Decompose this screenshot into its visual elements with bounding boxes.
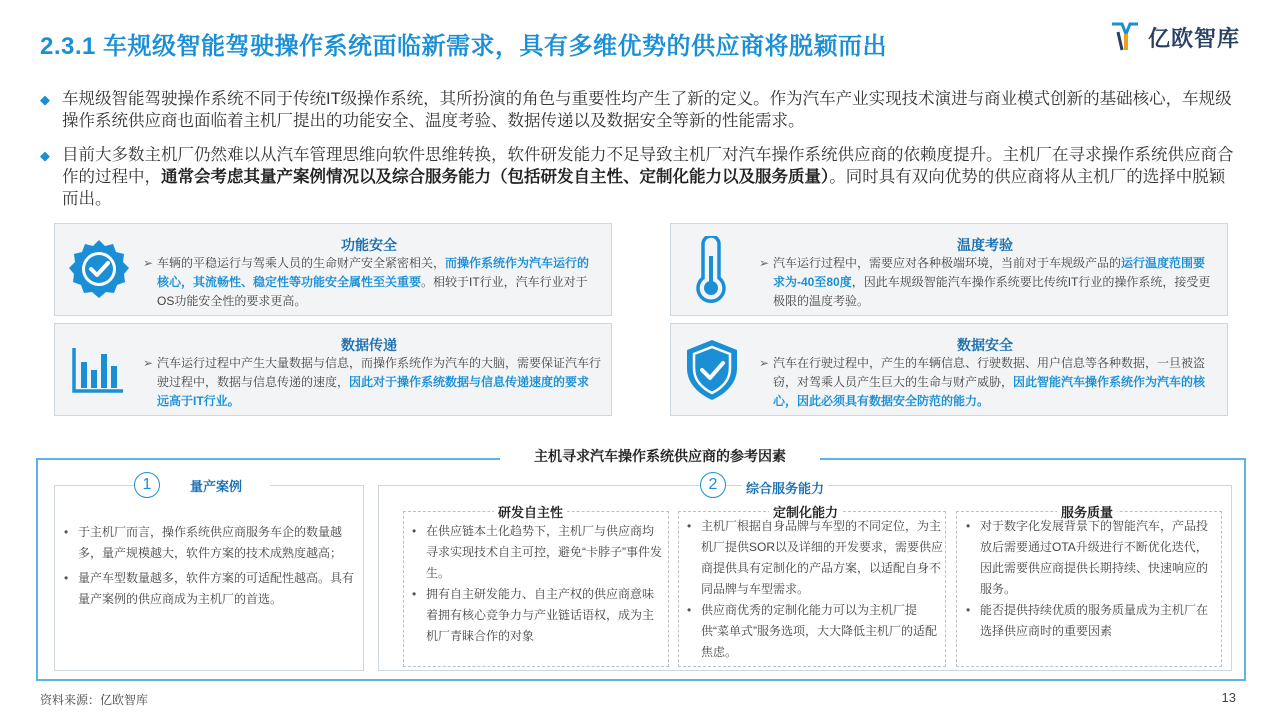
- customization-title: 定制化能力: [769, 502, 842, 521]
- list-item-text: 供应商优秀的定制化能力可以为主机厂提供“菜单式”服务选项，大大降低主机厂的适配焦虑。: [701, 603, 937, 659]
- rnd-autonomy-list: [412, 521, 664, 647]
- list-item-text: 在供应链本土化趋势下，主机厂与供应商均寻求实现技术自主可控，避免“卡脖子”事件发生。: [426, 524, 662, 580]
- card-text-a: 汽车在行驶过程中，产生的车辆信息、行驶数据、用户信息等各种数据，一旦被盗窃，对驾乘人员产生巨大的生命与财产威胁，: [773, 356, 1206, 389]
- yiou-logo-icon: [1108, 20, 1142, 54]
- card-body: [759, 354, 1217, 411]
- card-temperature: [670, 223, 1228, 316]
- list-item-text: 拥有自主研发能力、自主产权的供应商意味着拥有核心竞争力与产业链话语权，成为主机厂青睐合作的对象: [426, 587, 655, 643]
- card-body: [143, 254, 601, 311]
- list-item: [687, 600, 943, 663]
- card-body: [143, 354, 601, 411]
- logo-text: 亿欧智库: [1147, 25, 1240, 51]
- logo: [1108, 20, 1240, 54]
- bullet-text-b: 。同时具有双向优势的供应商将从主机厂的选择中脱颖而出。: [62, 168, 1226, 208]
- factors-title: 主机寻求汽车操作系统供应商的参考因素: [500, 445, 820, 467]
- card-text-b: ，因此车规级智能汽车操作系统要比传统IT行业的操作系统，接受更极限的温度考验。: [773, 275, 1211, 308]
- dot-bullet-icon: •: [687, 603, 692, 617]
- card-highlight: 而操作系统作为汽车运行的核心，其流畅性、稳定性等功能安全属性至关重要: [157, 256, 590, 289]
- service-quality-list: [966, 516, 1216, 642]
- bullet-text-a: 目前大多数主机厂仍然难以从汽车管理思维向软件思维转换，软件研发能力不足导致主机厂对汽车操作系统供应商的依赖度提升。主机厂在寻求操作系统供应商合作的过程中，: [62, 146, 1234, 186]
- page-number: 13: [1221, 690, 1236, 705]
- source-note: 资料来源：亿欧智库: [40, 693, 149, 707]
- intro-bullet-2: [40, 144, 1240, 210]
- number-badge-1: 1: [134, 472, 160, 498]
- thermometer-icon: [691, 236, 731, 309]
- bullet-text: [62, 144, 1240, 210]
- arrow-bullet-icon: ➢: [759, 356, 770, 370]
- dot-bullet-icon: •: [412, 524, 417, 538]
- mass-production-label: 量产案例: [186, 476, 246, 495]
- list-item: [64, 522, 356, 564]
- card-title: 数据传递: [341, 337, 397, 353]
- card-highlight: 因此智能汽车操作系统作为汽车的核心，因此必须具有数据安全防范的能力。: [773, 375, 1206, 408]
- dot-bullet-icon: •: [687, 519, 692, 533]
- service-quality-title: 服务质量: [1057, 502, 1117, 521]
- card-body: [759, 254, 1217, 311]
- card-highlight: 运行温度范围要求为-40至80度: [773, 256, 1206, 289]
- dot-bullet-icon: •: [966, 603, 971, 617]
- card-title: 数据安全: [957, 337, 1013, 353]
- card-text-a: 汽车运行过程中，需要应对各种极端环境，当前对于车规级产品的: [773, 256, 1122, 270]
- dot-bullet-icon: •: [966, 519, 971, 533]
- customization-list: [687, 516, 943, 663]
- list-item-text: 量产车型数量越多，软件方案的可适配性越高。具有量产案例的供应商成为主机厂的首选。: [78, 571, 355, 606]
- bullet-text: 车规级智能驾驶操作系统不同于传统IT级操作系统，其所扮演的角色与重要性均产生了新的定义。作为汽车产业实现技术演进与商业模式创新的基础核心，车规级操作系统供应商也面临着主机厂提出的功能安全、温度考验、数据传递以及数据安全等新的性能需求。: [62, 90, 1232, 130]
- service-capability-label: 综合服务能力: [742, 478, 828, 497]
- intro-bullets: [40, 88, 1240, 222]
- diamond-bullet-icon: ◆: [40, 148, 50, 163]
- list-item: [966, 516, 1216, 600]
- badge-check-icon: [67, 238, 131, 307]
- arrow-bullet-icon: ➢: [143, 256, 154, 270]
- list-item-text: 于主机厂而言，操作系统供应商服务车企的数量越多，量产规模越大，软件方案的技术成熟度越高；: [78, 525, 343, 560]
- dot-bullet-icon: •: [64, 571, 69, 585]
- card-text-b: 。相较于IT行业，汽车行业对于OS功能安全性的要求更高。: [157, 275, 588, 308]
- rnd-autonomy-title: 研发自主性: [494, 502, 567, 521]
- card-data-security: [670, 323, 1228, 416]
- list-item: [64, 568, 356, 610]
- card-highlight: 因此对于操作系统数据与信息传递速度的要求远高于IT行业。: [157, 375, 590, 408]
- card-title: 温度考验: [957, 237, 1013, 253]
- dot-bullet-icon: •: [64, 525, 69, 539]
- bullet-text-bold: 通常会考虑其量产案例情况以及综合服务能力（包括研发自主性、定制化能力以及服务质量）: [161, 168, 830, 186]
- shield-check-icon: [685, 338, 739, 407]
- bar-chart-icon: [71, 346, 125, 399]
- number-badge-2: 2: [700, 472, 726, 498]
- intro-bullet-1: [40, 88, 1240, 132]
- arrow-bullet-icon: ➢: [143, 356, 154, 370]
- diamond-bullet-icon: ◆: [40, 92, 50, 107]
- list-item: [412, 584, 664, 647]
- card-text-a: 车辆的平稳运行与驾乘人员的生命财产安全紧密相关，: [157, 256, 446, 270]
- list-item-text: 主机厂根据自身品牌与车型的不同定位，为主机厂提供SOR以及详细的开发要求，需要供应商提供具有定制化的产品方案，以适配自身不同品牌与车型需求。: [701, 519, 944, 596]
- list-item-text: 能否提供持续优质的服务质量成为主机厂在选择供应商时的重要因素: [980, 603, 1209, 638]
- list-item: [966, 600, 1216, 642]
- page-title: 2.3.1 车规级智能驾驶操作系统面临新需求，具有多维优势的供应商将脱颖而出: [40, 33, 888, 60]
- dot-bullet-icon: •: [412, 587, 417, 601]
- card-text-a: 汽车运行过程中产生大量数据与信息，而操作系统作为汽车的大脑，需要保证汽车行驶过程中，数据与信息传递的速度，: [157, 356, 602, 389]
- mass-production-list: [64, 522, 356, 610]
- card-data-transfer: [54, 323, 612, 416]
- arrow-bullet-icon: ➢: [759, 256, 770, 270]
- card-functional-safety: [54, 223, 612, 316]
- card-title: 功能安全: [341, 237, 397, 253]
- list-item: [687, 516, 943, 600]
- list-item-text: 对于数字化发展背景下的智能汽车，产品投放后需要通过OTA升级进行不断优化迭代，因此需要供应商提供长期持续、快速响应的服务。: [980, 519, 1209, 596]
- list-item: [412, 521, 664, 584]
